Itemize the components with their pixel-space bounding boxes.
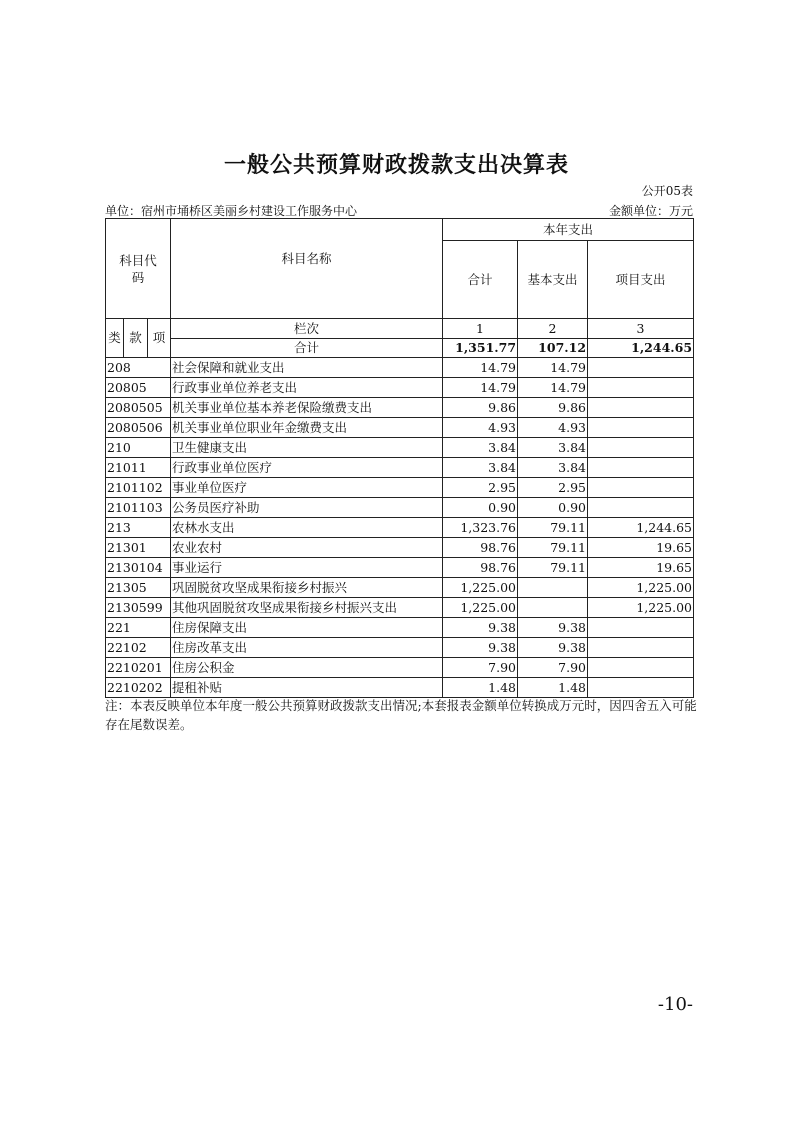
row-code: 213	[106, 518, 171, 538]
row-total: 1,323.76	[443, 518, 518, 538]
table-row	[106, 458, 694, 478]
row-total: 98.76	[443, 538, 518, 558]
row-project: 19.65	[588, 538, 694, 558]
row-basic: 4.93	[518, 418, 588, 438]
header-kuan: 款	[124, 319, 148, 358]
row-project	[588, 438, 694, 458]
table-row	[106, 678, 694, 698]
row-code: 2101102	[106, 478, 171, 498]
table-row	[106, 378, 694, 398]
row-name: 行政事业单位养老支出	[171, 378, 443, 398]
col-2: 2	[518, 319, 588, 339]
table-row	[106, 658, 694, 678]
row-project	[588, 658, 694, 678]
row-total: 4.93	[443, 418, 518, 438]
row-name: 住房公积金	[171, 658, 443, 678]
table-number: 公开05表	[641, 184, 693, 198]
row-project: 1,225.00	[588, 598, 694, 618]
row-code: 21305	[106, 578, 171, 598]
row-project	[588, 498, 694, 518]
row-project	[588, 418, 694, 438]
row-basic: 3.84	[518, 438, 588, 458]
row-name: 机关事业单位基本养老保险缴费支出	[171, 398, 443, 418]
row-project	[588, 638, 694, 658]
row-name: 机关事业单位职业年金缴费支出	[171, 418, 443, 438]
row-basic	[518, 578, 588, 598]
row-project	[588, 378, 694, 398]
page-number: -10-	[657, 994, 693, 1015]
row-name: 行政事业单位医疗	[171, 458, 443, 478]
row-basic: 9.86	[518, 398, 588, 418]
table-row	[106, 398, 694, 418]
row-project	[588, 358, 694, 378]
row-total: 3.84	[443, 438, 518, 458]
row-total: 1,225.00	[443, 578, 518, 598]
table-row	[106, 598, 694, 618]
table-row	[106, 538, 694, 558]
row-basic: 1.48	[518, 678, 588, 698]
row-name: 提租补贴	[171, 678, 443, 698]
row-name: 公务员医疗补助	[171, 498, 443, 518]
row-basic: 0.90	[518, 498, 588, 518]
row-code: 22102	[106, 638, 171, 658]
row-project	[588, 618, 694, 638]
row-name: 社会保障和就业支出	[171, 358, 443, 378]
row-code: 2130599	[106, 598, 171, 618]
table-row	[106, 498, 694, 518]
header-code: 科目代码	[106, 219, 171, 319]
table-row	[106, 618, 694, 638]
row-code: 2080506	[106, 418, 171, 438]
row-name: 农业农村	[171, 538, 443, 558]
row-name: 农林水支出	[171, 518, 443, 538]
col-1: 1	[443, 319, 518, 339]
row-total: 9.38	[443, 618, 518, 638]
summary-basic: 107.12	[518, 339, 588, 358]
row-project: 19.65	[588, 558, 694, 578]
budget-table	[105, 218, 694, 698]
row-basic: 9.38	[518, 618, 588, 638]
row-total: 2.95	[443, 478, 518, 498]
table-row	[106, 558, 694, 578]
summary-total: 1,351.77	[443, 339, 518, 358]
row-total: 98.76	[443, 558, 518, 578]
row-code: 2210202	[106, 678, 171, 698]
row-total: 9.86	[443, 398, 518, 418]
header-basic: 基本支出	[518, 241, 588, 319]
row-project: 1,244.65	[588, 518, 694, 538]
table-row	[106, 638, 694, 658]
row-name: 卫生健康支出	[171, 438, 443, 458]
table-row	[106, 578, 694, 598]
header-lei: 类	[106, 319, 124, 358]
row-name: 其他巩固脱贫攻坚成果衔接乡村振兴支出	[171, 598, 443, 618]
row-code: 2210201	[106, 658, 171, 678]
unit-label: 单位：宿州市埇桥区美丽乡村建设工作服务中心	[105, 204, 358, 218]
footnote: 注：本表反映单位本年度一般公共预算财政拨款支出情况;本套报表金额单位转换成万元时，因四舍五入可能存在尾数误差。	[105, 698, 697, 732]
table-row	[106, 358, 694, 378]
row-total: 1,225.00	[443, 598, 518, 618]
header-year: 本年支出	[443, 219, 694, 241]
row-code: 21011	[106, 458, 171, 478]
row-name: 住房保障支出	[171, 618, 443, 638]
row-total: 14.79	[443, 358, 518, 378]
row-project	[588, 398, 694, 418]
row-name: 巩固脱贫攻坚成果衔接乡村振兴	[171, 578, 443, 598]
summary-label: 合计	[171, 339, 443, 358]
row-basic: 9.38	[518, 638, 588, 658]
row-total: 14.79	[443, 378, 518, 398]
table-row	[106, 418, 694, 438]
row-basic: 7.90	[518, 658, 588, 678]
row-basic: 79.11	[518, 518, 588, 538]
money-unit-label: 金额单位：万元	[608, 204, 693, 218]
row-project	[588, 678, 694, 698]
summary-project: 1,244.65	[588, 339, 694, 358]
row-total: 7.90	[443, 658, 518, 678]
row-project: 1,225.00	[588, 578, 694, 598]
row-basic: 79.11	[518, 538, 588, 558]
row-project	[588, 458, 694, 478]
row-code: 2101103	[106, 498, 171, 518]
row-code: 2080505	[106, 398, 171, 418]
table-row	[106, 438, 694, 458]
row-code: 208	[106, 358, 171, 378]
row-basic: 79.11	[518, 558, 588, 578]
row-name: 事业运行	[171, 558, 443, 578]
header-name: 科目名称	[171, 219, 443, 319]
row-total: 1.48	[443, 678, 518, 698]
header-total: 合计	[443, 241, 518, 319]
row-code: 210	[106, 438, 171, 458]
row-project	[588, 478, 694, 498]
header-xiang: 项	[148, 319, 171, 358]
row-code: 2130104	[106, 558, 171, 578]
header-project: 项目支出	[588, 241, 694, 319]
row-total: 0.90	[443, 498, 518, 518]
row-basic: 14.79	[518, 358, 588, 378]
row-total: 9.38	[443, 638, 518, 658]
row-basic	[518, 598, 588, 618]
row-code: 221	[106, 618, 171, 638]
row-name: 事业单位医疗	[171, 478, 443, 498]
row-name: 住房改革支出	[171, 638, 443, 658]
col-3: 3	[588, 319, 694, 339]
row-basic: 3.84	[518, 458, 588, 478]
row-basic: 2.95	[518, 478, 588, 498]
table-row	[106, 518, 694, 538]
row-total: 3.84	[443, 458, 518, 478]
row-basic: 14.79	[518, 378, 588, 398]
page-title: 一般公共预算财政拨款支出决算表	[223, 153, 569, 178]
table-row	[106, 478, 694, 498]
row-code: 21301	[106, 538, 171, 558]
header-lanci: 栏次	[171, 319, 443, 339]
row-code: 20805	[106, 378, 171, 398]
